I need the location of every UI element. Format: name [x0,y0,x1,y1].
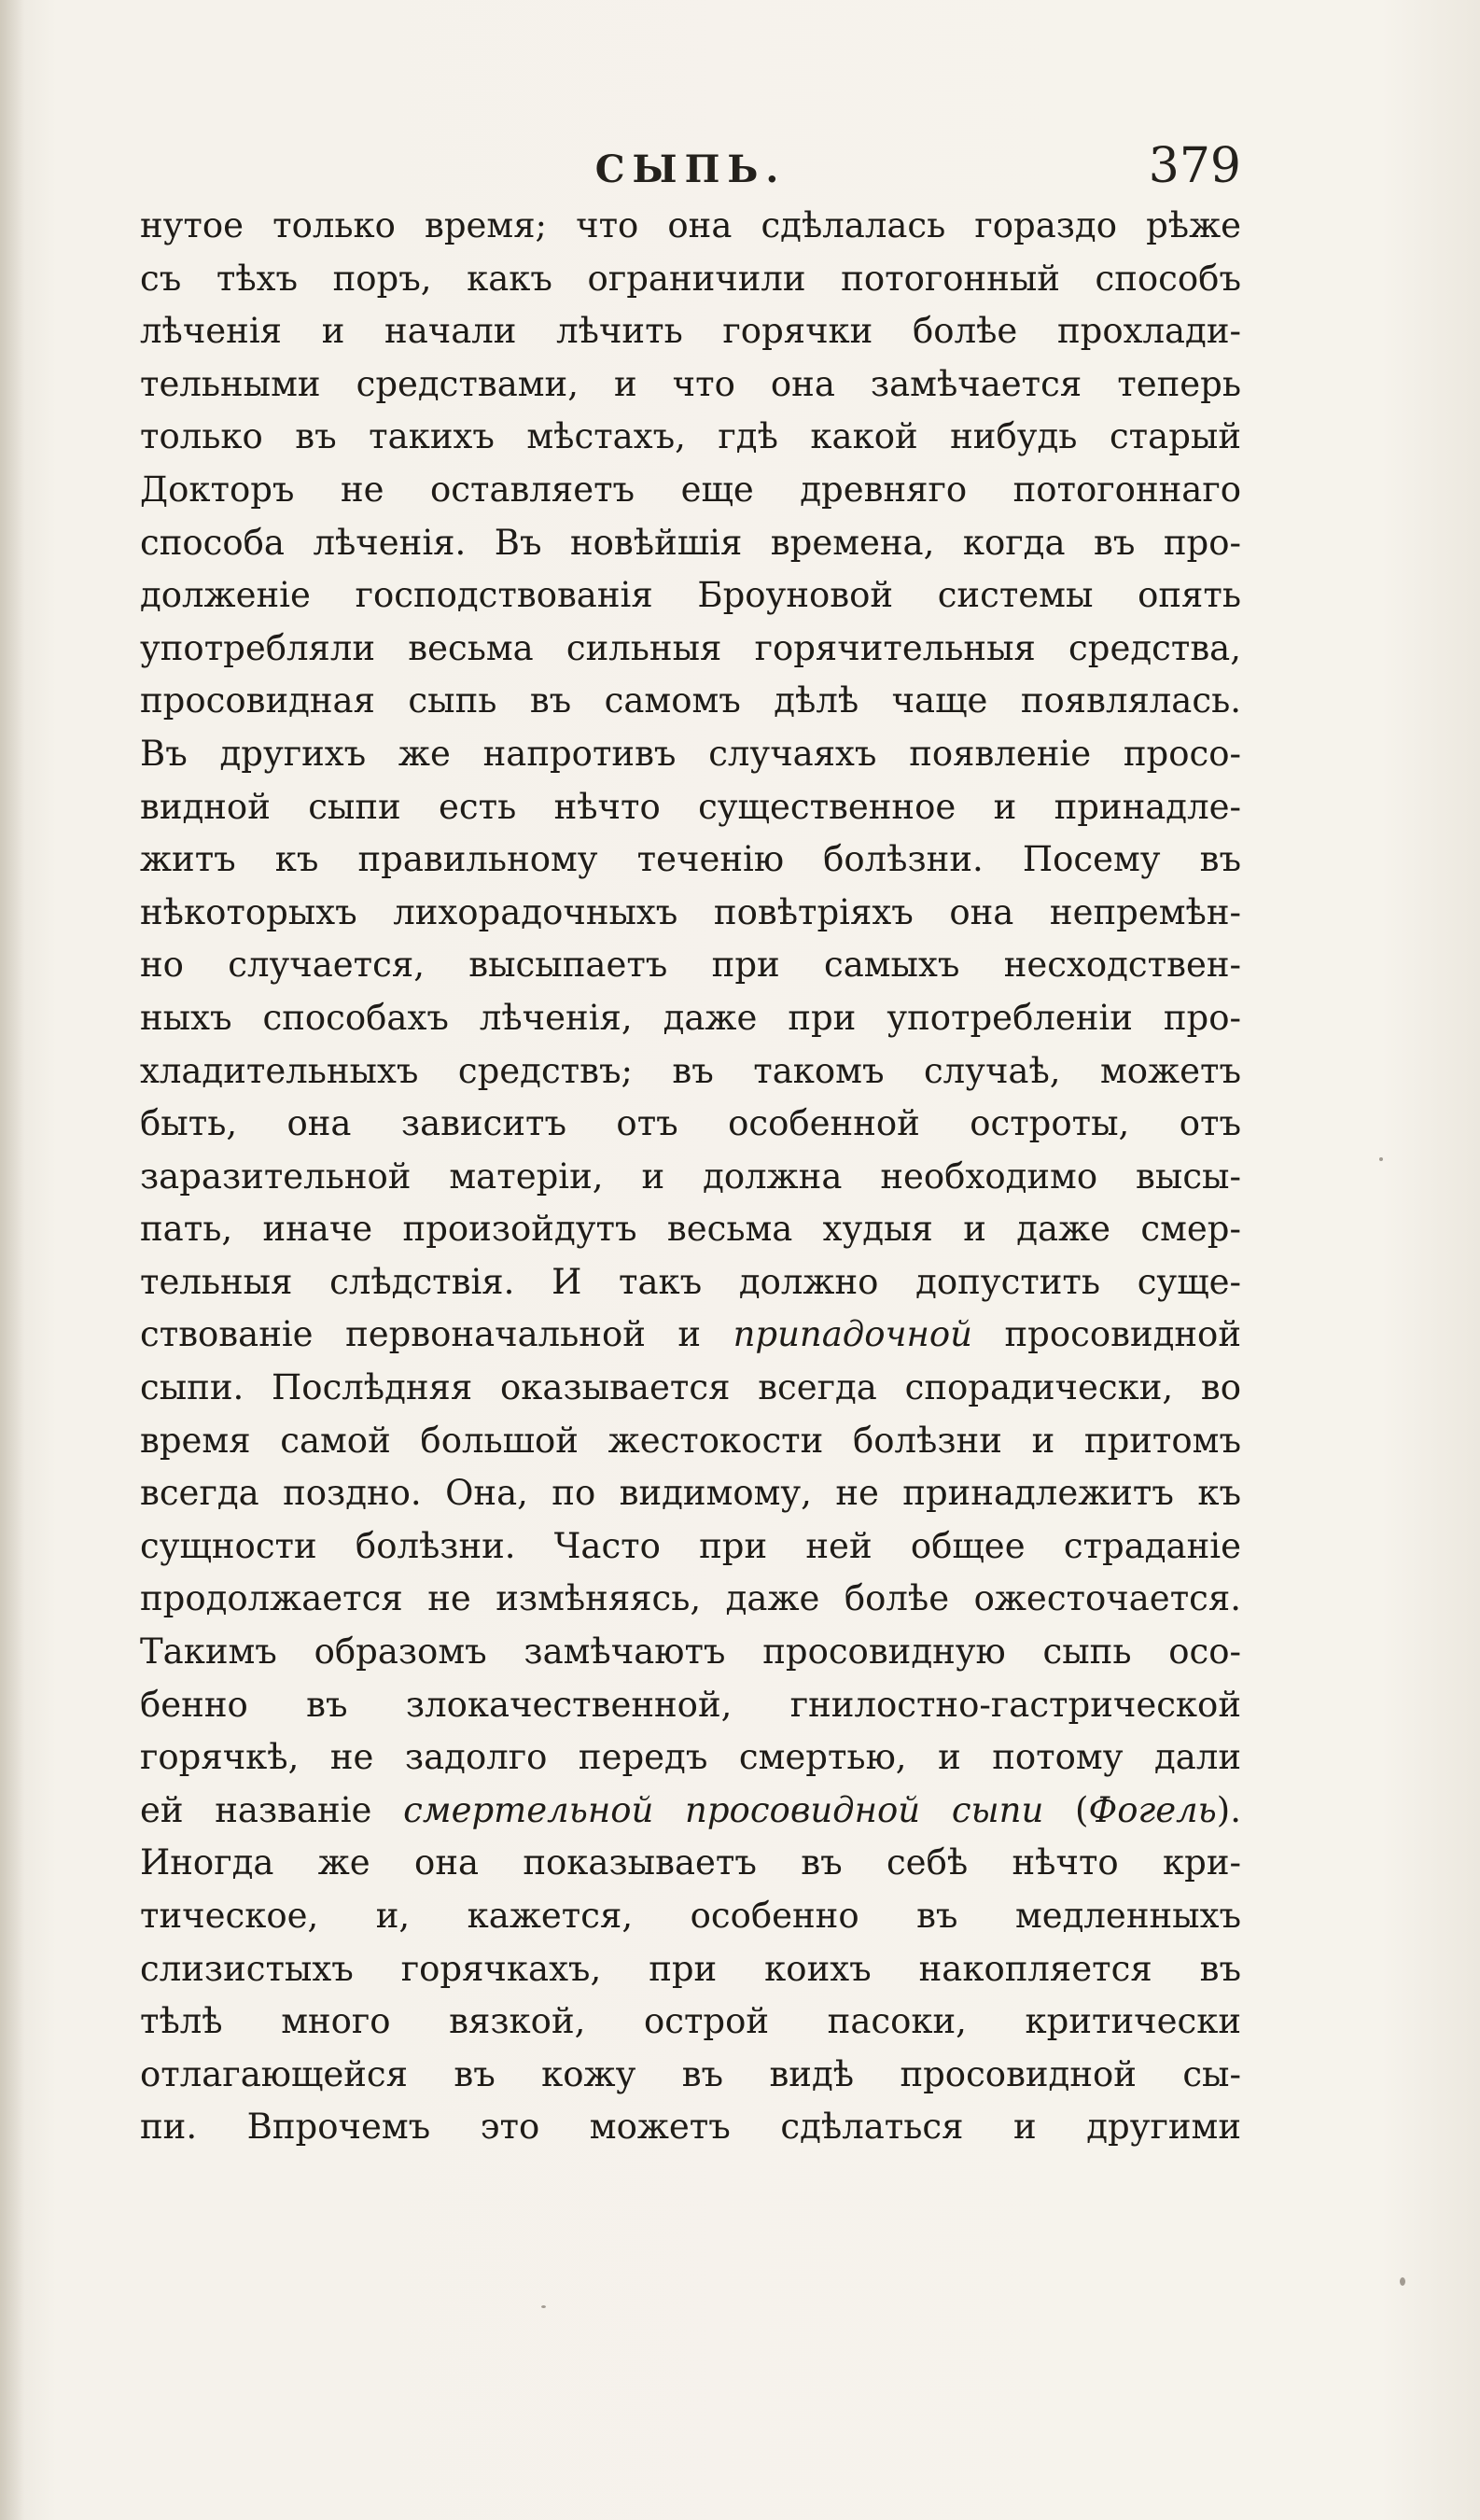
text-line: ей названіе смертельной просовидной сыпи (Фогель). [140,1789,1241,1830]
text-line: нѣкоторыхъ лихорадочныхъ повѣтріяхъ она непремѣн- [140,891,1241,932]
text-line: Иногда же она показываетъ въ себѣ нѣчто кри- [140,1842,1241,1883]
text-line: житъ къ правильному теченію болѣзни. Посему въ [140,839,1241,880]
italic-text: припадочной [733,1314,973,1355]
running-head: СЫПЬ. [594,147,787,191]
text-line: ныхъ способахъ лѣченія, даже при употребленіи про- [140,997,1241,1038]
text-line: видной сыпи есть нѣчто существенное и принадле- [140,786,1241,827]
text-line: слизистыхъ горячкахъ, при коихъ накопляется въ [140,1948,1241,1989]
text-line: заразительной матеріи, и должна необходимо высы- [140,1155,1241,1197]
text-line: хладительныхъ средствъ; въ такомъ случаѣ, можетъ [140,1050,1241,1091]
text-line: просовидная сыпь въ самомъ дѣлѣ чаще появлялась. [140,680,1241,721]
paper-speck [1379,1157,1383,1161]
text-line: употребляли весьма сильныя горячительныя средства, [140,627,1241,668]
text-line: тическое, и, кажется, особенно въ медленныхъ [140,1896,1241,1936]
text-line: Докторъ не оставляетъ еще древняго потогоннаго [140,469,1241,510]
text-line: нутое только время; что она сдѣлалась гораздо рѣже [140,205,1241,245]
text-line: время самой большой жестокости болѣзни и притомъ [140,1420,1241,1461]
text-line: съ тѣхъ поръ, какъ ограничили потогонный способъ [140,258,1241,299]
text-line: Въ другихъ же напротивъ случаяхъ появленіе просо- [140,733,1241,774]
italic-text: смертельной просовидной сыпи [403,1789,1044,1830]
text-line: тѣлѣ много вязкой, острой пасоки, критически [140,2001,1241,2042]
text-line: продолжается не измѣняясь, даже болѣе ожесточается. [140,1578,1241,1619]
text-line: быть, она зависитъ отъ особенной остроты, отъ [140,1103,1241,1144]
text-line: но случается, высыпаетъ при самыхъ несходствен- [140,945,1241,986]
text-line: тельными средствами, и что она замѣчается теперь [140,363,1241,404]
text-line: долженіе господствованія Броуновой системы опять [140,575,1241,616]
page-number: 379 [1148,138,1241,194]
text-line: способа лѣченія. Въ новѣйшія времена, когда въ про- [140,522,1241,563]
text-line: тельныя слѣдствія. И такъ должно допустить суще- [140,1261,1241,1302]
paper-speck [541,2305,546,2308]
text-line: пать, иначе произойдутъ весьма худыя и даже смер- [140,1209,1241,1250]
text-line: сущности болѣзни. Часто при ней общее страданіе [140,1525,1241,1566]
text-line: всегда поздно. Она, по видимому, не принадлежитъ къ [140,1473,1241,1514]
text-line: ствованіе первоначальной и припадочной просовидной [140,1314,1241,1355]
text-line: лѣченія и начали лѣчить горячки болѣе прохлади- [140,311,1241,352]
text-line: только въ такихъ мѣстахъ, гдѣ какой нибудь старый [140,416,1241,457]
text-line: горячкѣ, не задолго передъ смертью, и потому дали [140,1737,1241,1778]
text-line: отлагающейся въ кожу въ видѣ просовидной сы- [140,2053,1241,2094]
text-line: Такимъ образомъ замѣчаютъ просовидную сыпь осо- [140,1631,1241,1673]
text-line: бенно въ злокачественной, гнилостно-гастрической [140,1684,1241,1725]
body-text [140,200,1241,2154]
page-gutter-shadow [0,0,24,2520]
paper-speck [1400,2277,1405,2286]
italic-text: Фогель [1088,1789,1217,1830]
text-line: сыпи. Послѣдняя оказывается всегда спорадически, во [140,1367,1241,1408]
text-line: пи. Впрочемъ это можетъ сдѣлаться и другими [140,2107,1241,2148]
